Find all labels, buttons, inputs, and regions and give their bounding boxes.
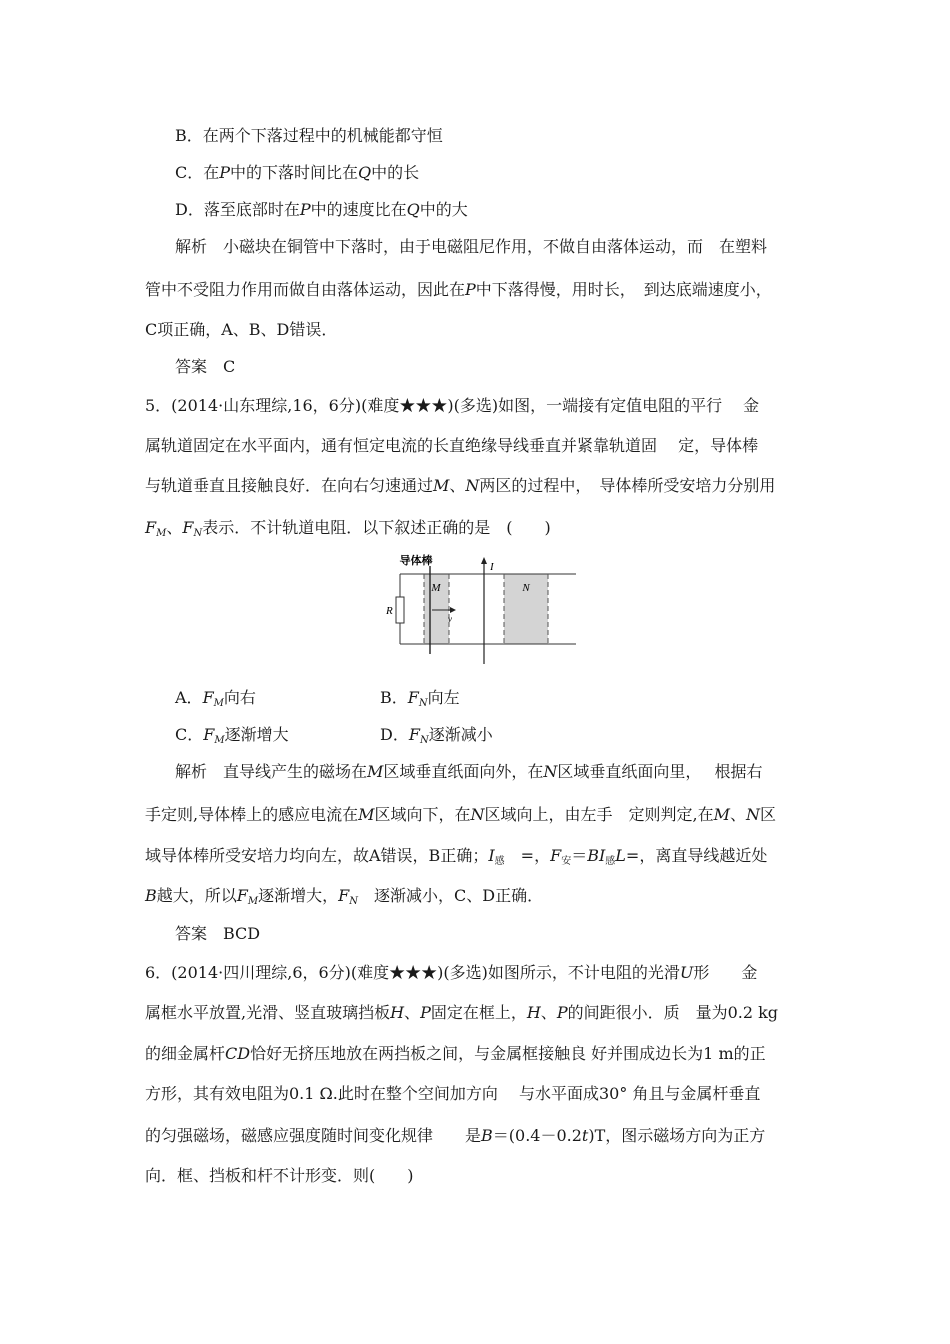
q6-stem-line-3: 的细金属杆CD恰好无挤压地放在两挡板之间，与金属框接触良 好并围成边长为1 m的正 [145, 1044, 766, 1063]
velocity-arrowhead [450, 607, 456, 613]
velocity-label: v [448, 614, 452, 624]
q5-option-d: D．$F_N$逐渐减小 [380, 725, 493, 746]
q5-option-c: C．$F_M$逐渐增大 [175, 725, 289, 746]
q5-analysis-line-4: B越大，所以$F_M$逐渐增大，$F_N$ 逐渐减小，C、D正确． [145, 886, 544, 907]
q5-analysis-line-1: 解析 直导线产生的磁场在M区域垂直纸面向外，在N区域垂直纸面向里， 根据右 [175, 762, 763, 781]
resistor [396, 597, 404, 623]
current-arrowhead [481, 557, 487, 564]
q4-option-d: D．落至底部时在P中的速度比在Q中的大 [175, 200, 468, 219]
q6-stem-line-6: 向．框、挡板和杆不计形变．则( ) [145, 1166, 414, 1185]
q4-answer: 答案 C [175, 357, 236, 376]
region-n-label: N [522, 582, 530, 594]
q5-analysis-line-3: 域导体棒所受安培力均向左，故A错误，B正确；$I_感$ =，$F_安=BI_感L=$，离直导线越近处 [145, 846, 768, 867]
q4-option-b: B．在两个下落过程中的机械能都守恒 [175, 126, 443, 145]
rail-circuit-diagram [380, 548, 576, 666]
q4-analysis-line-1: 解析 小磁块在铜管中下落时，由于电磁阻尼作用，不做自由落体运动，而 在塑料 [175, 237, 768, 256]
resistor-label: R [386, 605, 393, 617]
q6-stem-line-2: 属框水平放置,光滑、竖直玻璃挡板H、P固定在框上，H、P的间距很小．质 量为0.2 kg [145, 1003, 779, 1022]
q5-option-b: B．$F_N$向左 [380, 688, 460, 709]
q5-stem-line-4: $F_M$、$F_N$表示．不计轨道电阻．以下叙述正确的是 ( ) [145, 518, 551, 539]
region-m-label: M [431, 582, 441, 594]
q5-stem-line-2: 属轨道固定在水平面内，通有恒定电流的长直绝缘导线垂直并紧靠轨道固 定，导体棒 [145, 436, 759, 455]
q5-answer: 答案 BCD [175, 924, 261, 943]
q4-analysis-line-2: 管中不受阻力作用而做自由落体运动，因此在P中下落得慢，用时长， 到达底端速度小， [145, 280, 772, 299]
q4-analysis-line-3: C项正确，A、B、D错误． [145, 320, 338, 339]
q5-option-a: A．$F_M$向右 [175, 688, 256, 709]
q5-stem-line-1: 5．(2014·山东理综,16，6分)(难度★★★)(多选)如图，一端接有定值电阻的平行 金 [145, 396, 760, 415]
current-label: I [490, 561, 494, 573]
rod-label: 导体棒 [399, 555, 433, 567]
q5-stem-line-3: 与轨道垂直且接触良好．在向右匀速通过M、N两区的过程中， 导体棒所受安培力分别用 [145, 476, 776, 495]
q4-option-c: C．在P中的下落时间比在Q中的长 [175, 163, 420, 182]
q5-analysis-line-2: 手定则,导体棒上的感应电流在M区域向下，在N区域向上，由左手 定则判定,在M、N区 [145, 805, 777, 824]
q6-stem-line-5: 的匀强磁场，磁感应强度随时间变化规律 是B＝(0.4－0.2t)T，图示磁场方向为正方 [145, 1126, 766, 1145]
q6-stem-line-4: 方形，其有效电阻为0.1 Ω.此时在整个空间加方向 与水平面成30° 角且与金属杆垂直 [145, 1084, 761, 1103]
q6-stem-line-1: 6．(2014·四川理综,6，6分)(难度★★★)(多选)如图所示，不计电阻的光滑U形 金 [145, 963, 758, 982]
